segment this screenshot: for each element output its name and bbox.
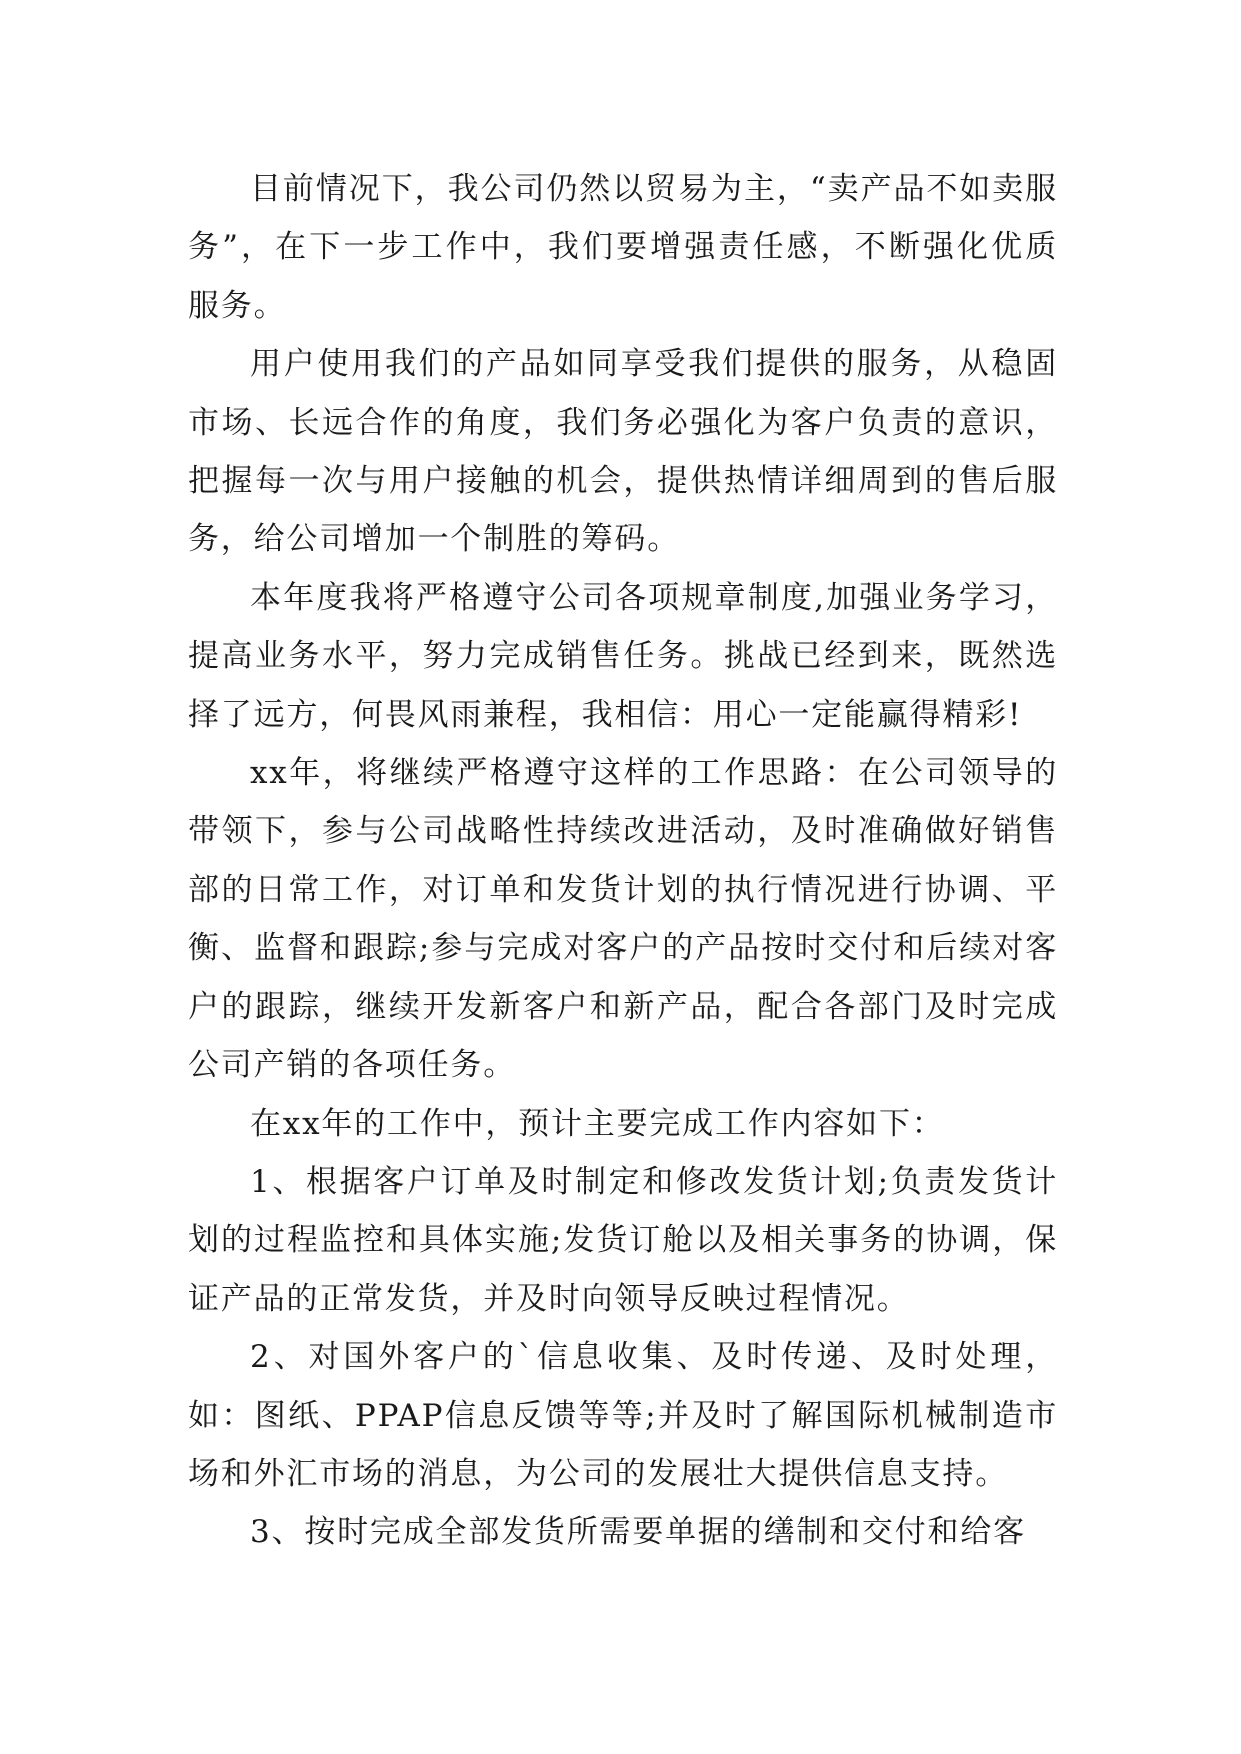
document-body xyxy=(188,160,1058,1562)
paragraph-work-plan-intro: 在xx年的工作中，预计主要完成工作内容如下： xyxy=(250,1105,945,1142)
paragraph-task-1: 1、根据客户订单及时制定和修改发货计划;负责发货计划的过程监控和具体实施;发货订舱以及相关事务的协调，保证产品的正常发货，并及时向领导反映过程情况。 xyxy=(188,1163,1058,1317)
paragraph-work-approach: xx年，将继续严格遵守这样的工作思路：在公司领导的带领下，参与公司战略性持续改进活动，及时准确做好销售部的日常工作，对订单和发货计划的执行情况进行协调、平衡、监督和跟踪;参与完成对客户的产品按时交付和后续对客户的跟踪，继续开发新客户和新产品，配合各部门及时完成公司产销的各项任务。 xyxy=(188,755,1058,1084)
paragraph-task-3: 3、按时完成全部发货所需要单据的缮制和交付和给客 xyxy=(250,1514,1026,1551)
paragraph-annual-commitment: 本年度我将严格遵守公司各项规章制度,加强业务学习，提高业务水平，努力完成销售任务。挑战已经到来，既然选择了远方，何畏风雨兼程，我相信：用心一定能赢得精彩! xyxy=(188,579,1058,733)
paragraph-customer-service: 用户使用我们的产品如同享受我们提供的服务，从稳固市场、长远合作的角度，我们务必强化为客户负责的意识，把握每一次与用户接触的机会，提供热情详细周到的售后服务，给公司增加一个制胜的筹码。 xyxy=(188,346,1058,558)
paragraph-service-priority: 目前情况下，我公司仍然以贸易为主，“卖产品不如卖服务”，在下一步工作中，我们要增强责任感，不断强化优质服务。 xyxy=(188,171,1058,324)
paragraph-task-2: 2、对国外客户的`信息收集、及时传递、及时处理，如：图纸、PPAP信息反馈等等;并及时了解国际机械制造市场和外汇市场的消息，为公司的发展壮大提供信息支持。 xyxy=(188,1339,1058,1492)
